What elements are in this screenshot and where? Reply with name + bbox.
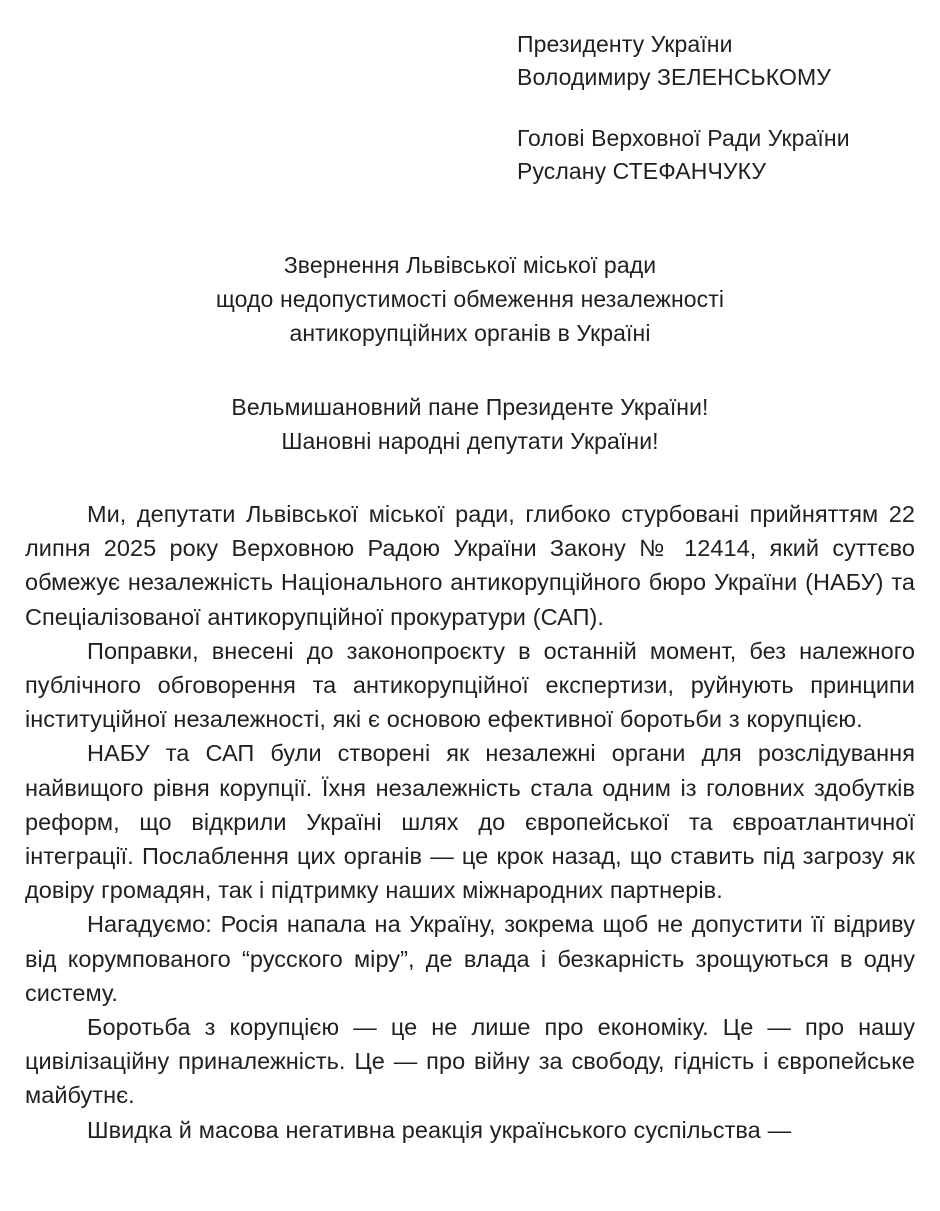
page-title-line-2: щодо недопустимості обмеження незалежності [215, 286, 725, 312]
body-paragraph: Швидка й масова негативна реакція українського суспільства — [87, 1116, 792, 1143]
body-paragraph: НАБУ та САП були створені як незалежні органи для розслідування найвищого рівня корупції. Їхня незалежність стала одним із головних здобутків реформ, що відкрили Україні шлях до європейської та євроатлантичної інтеграції. Послаблення цих органів — це крок назад, що ставить під загрозу як довіру громадян, так і підтримку наших міжнародних партнерів. [25, 740, 915, 904]
body-paragraph: Поправки, внесені до законопроєкту в останній момент, без належного публічного обговорення та антикорупційної експертизи, руйнують принципи інституційної незалежності, які є основою ефективної боротьби з корупцією. [25, 637, 915, 733]
page-title-line-3: антикорупційних органів в Україні [289, 320, 651, 346]
addressee-president-title: Президенту України [517, 31, 733, 57]
addressee-speaker-title: Голові Верховної Ради України [517, 125, 850, 151]
body-paragraph: Ми, депутати Львівської міської ради, глибоко стурбовані прийняттям 22 липня 2025 року Верховною Радою України Закону № 12414, який суттєво обмежує незалежність Національного антикорупційного бюро України (НАБУ) та Спеціалізованої антикорупційної прокуратури (САП). [25, 501, 915, 630]
body-paragraph: Боротьба з корупцією — це не лише про економіку. Це — про нашу цивілізаційну приналежність. Це — про війну за свободу, гідність і європейське майбутнє. [25, 1014, 915, 1109]
salutation-line-1: Вельмишановний пане Президенте України! [231, 394, 709, 420]
addressee-speaker [517, 122, 937, 188]
addressee-speaker-name: Руслану СТЕФАНЧУКУ [517, 158, 767, 184]
page-title-line-1: Звернення Львівської міської ради [283, 252, 657, 278]
addressee-president [517, 28, 937, 94]
body-text [25, 497, 915, 1147]
salutation-line-2: Шановні народні депутати України! [281, 428, 659, 454]
salutation-block [25, 390, 915, 458]
page-title [25, 248, 915, 350]
addressee-president-name: Володимиру ЗЕЛЕНСЬКОМУ [517, 64, 831, 90]
body-paragraph: Нагадуємо: Росія напала на Україну, зокрема щоб не допустити її відриву від корумпованого “русского міру”, де влада і безкарність зрощуються в одну систему. [25, 911, 915, 1006]
addressee-block [517, 28, 937, 188]
